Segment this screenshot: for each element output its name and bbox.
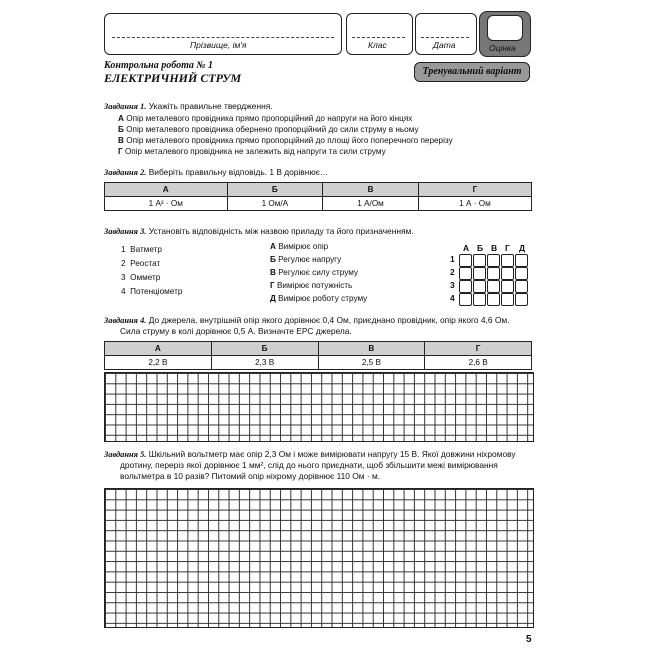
grade-caption: Оцінка [489,43,516,53]
match-checkbox[interactable] [515,293,528,306]
task1-label: Завдання 1. [104,102,147,111]
matrix-row-label: 2 [450,267,455,277]
purpose-item: Д Вимірює роботу струму [270,294,368,303]
date-field-line [421,37,469,38]
match-checkbox[interactable] [501,293,514,306]
match-matrix [450,254,530,310]
table-header: Г [425,342,532,356]
match-checkbox[interactable] [487,293,500,306]
match-checkbox[interactable] [515,267,528,280]
task1-option: Г Опір металевого провідника не залежить від напруги та сили струму [118,147,386,156]
answer-cell[interactable]: 2,3 В [211,356,318,370]
variant-badge: Тренувальний варіант [414,62,530,82]
answer-cell[interactable]: 1 Ом/А [227,197,323,211]
task3-text: Установіть відповідність між назвою приладу та його призначенням. [148,226,414,236]
task1-option: А Опір металевого провідника прямо пропорційний до напруги на його кінцях [118,114,413,123]
answer-cell[interactable]: 1 А/Ом [323,197,419,211]
purpose-item: В Регулює силу струму [270,268,359,277]
task2-answer-table [104,182,532,211]
match-checkbox[interactable] [487,267,500,280]
task3-header [104,226,414,237]
purpose-item: Б Регулює напругу [270,255,342,264]
task1-text: Укажіть правильне твердження. [148,101,273,111]
task4-answer-table [104,341,532,370]
match-checkbox[interactable] [459,267,472,280]
device-item: 1 Ватметр [121,245,162,254]
task2-label: Завдання 2. [104,168,147,177]
answer-cell[interactable]: 2,6 В [425,356,532,370]
name-field-line [112,37,334,38]
matrix-row-label: 4 [450,293,455,303]
match-checkbox[interactable] [515,254,528,267]
task4-label: Завдання 4. [104,316,147,325]
task4-solution-grid[interactable] [104,372,534,442]
task1-header [104,101,273,112]
task4-text: Завдання 4. До джерела, внутрішній опір якого дорівнює 0,4 Ом, приєднано провідник, опір якого 4,6 Ом. Сила струму в колі дорівнює 0,5 А. Визначте ЕРС джерела. [104,315,510,336]
device-item: 4 Потенціометр [121,287,183,296]
purpose-item: А Вимірює опір [270,242,329,251]
match-checkbox[interactable] [501,254,514,267]
match-checkbox[interactable] [473,293,486,306]
device-item: 3 Омметр [121,273,161,282]
work-title: Контрольна робота № 1 [104,60,214,71]
matrix-row-label: 3 [450,280,455,290]
task3-label: Завдання 3. [104,227,147,236]
match-checkbox[interactable] [459,254,472,267]
table-header: Б [227,183,323,197]
task1-option: Б Опір металевого провідника обернено пропорційний до сили струму в ньому [118,125,419,134]
grade-inner-box[interactable] [487,15,523,41]
purpose-item: Г Вимірює потужність [270,281,353,290]
match-checkbox[interactable] [473,267,486,280]
match-checkbox[interactable] [459,280,472,293]
match-checkbox[interactable] [459,293,472,306]
match-checkbox[interactable] [487,280,500,293]
task5-solution-grid[interactable] [104,488,534,628]
table-header: Б [211,342,318,356]
table-header: А [105,183,228,197]
match-checkbox[interactable] [515,280,528,293]
task5-label: Завдання 5. [104,450,147,459]
topic-title: ЕЛЕКТРИЧНИЙ СТРУМ [104,71,242,85]
device-item: 2 Реостат [121,259,161,268]
date-caption: Дата [433,40,456,50]
task2-header [104,167,328,178]
task2-text: Виберіть правильну відповідь. 1 В дорівнює… [148,167,329,177]
match-checkbox[interactable] [487,254,500,267]
table-header: А [105,342,212,356]
match-checkbox[interactable] [501,267,514,280]
match-checkbox[interactable] [501,280,514,293]
task5-text: Завдання 5. Шкільний вольтметр має опір 2,3 Ом і може вимірювати напругу 15 В. Якої довжини ніхромову дротину, переріз якої дорівнює 1 мм², слід до нього приєднати, щоб збільшити межі вимірювання вольтметра в 10 разів? Питомий опір ніхрому дорівнює 110 Ом · м. [104,449,516,481]
match-checkbox[interactable] [473,254,486,267]
class-caption: Клас [368,40,387,50]
answer-cell[interactable]: 1 А · Ом [418,197,531,211]
task1-option: В Опір металевого провідника прямо пропорційний до площі його поперечного перерізу [118,136,453,145]
page-number: 5 [526,634,532,645]
name-caption: Прізвище, ім'я [190,40,247,50]
table-header: Г [418,183,531,197]
answer-cell[interactable]: 1 А² · Ом [105,197,228,211]
table-header: В [318,342,425,356]
answer-cell[interactable]: 2,5 В [318,356,425,370]
matrix-row-label: 1 [450,254,455,264]
table-header: В [323,183,419,197]
match-checkbox[interactable] [473,280,486,293]
answer-cell[interactable]: 2,2 В [105,356,212,370]
class-field-line [352,37,405,38]
